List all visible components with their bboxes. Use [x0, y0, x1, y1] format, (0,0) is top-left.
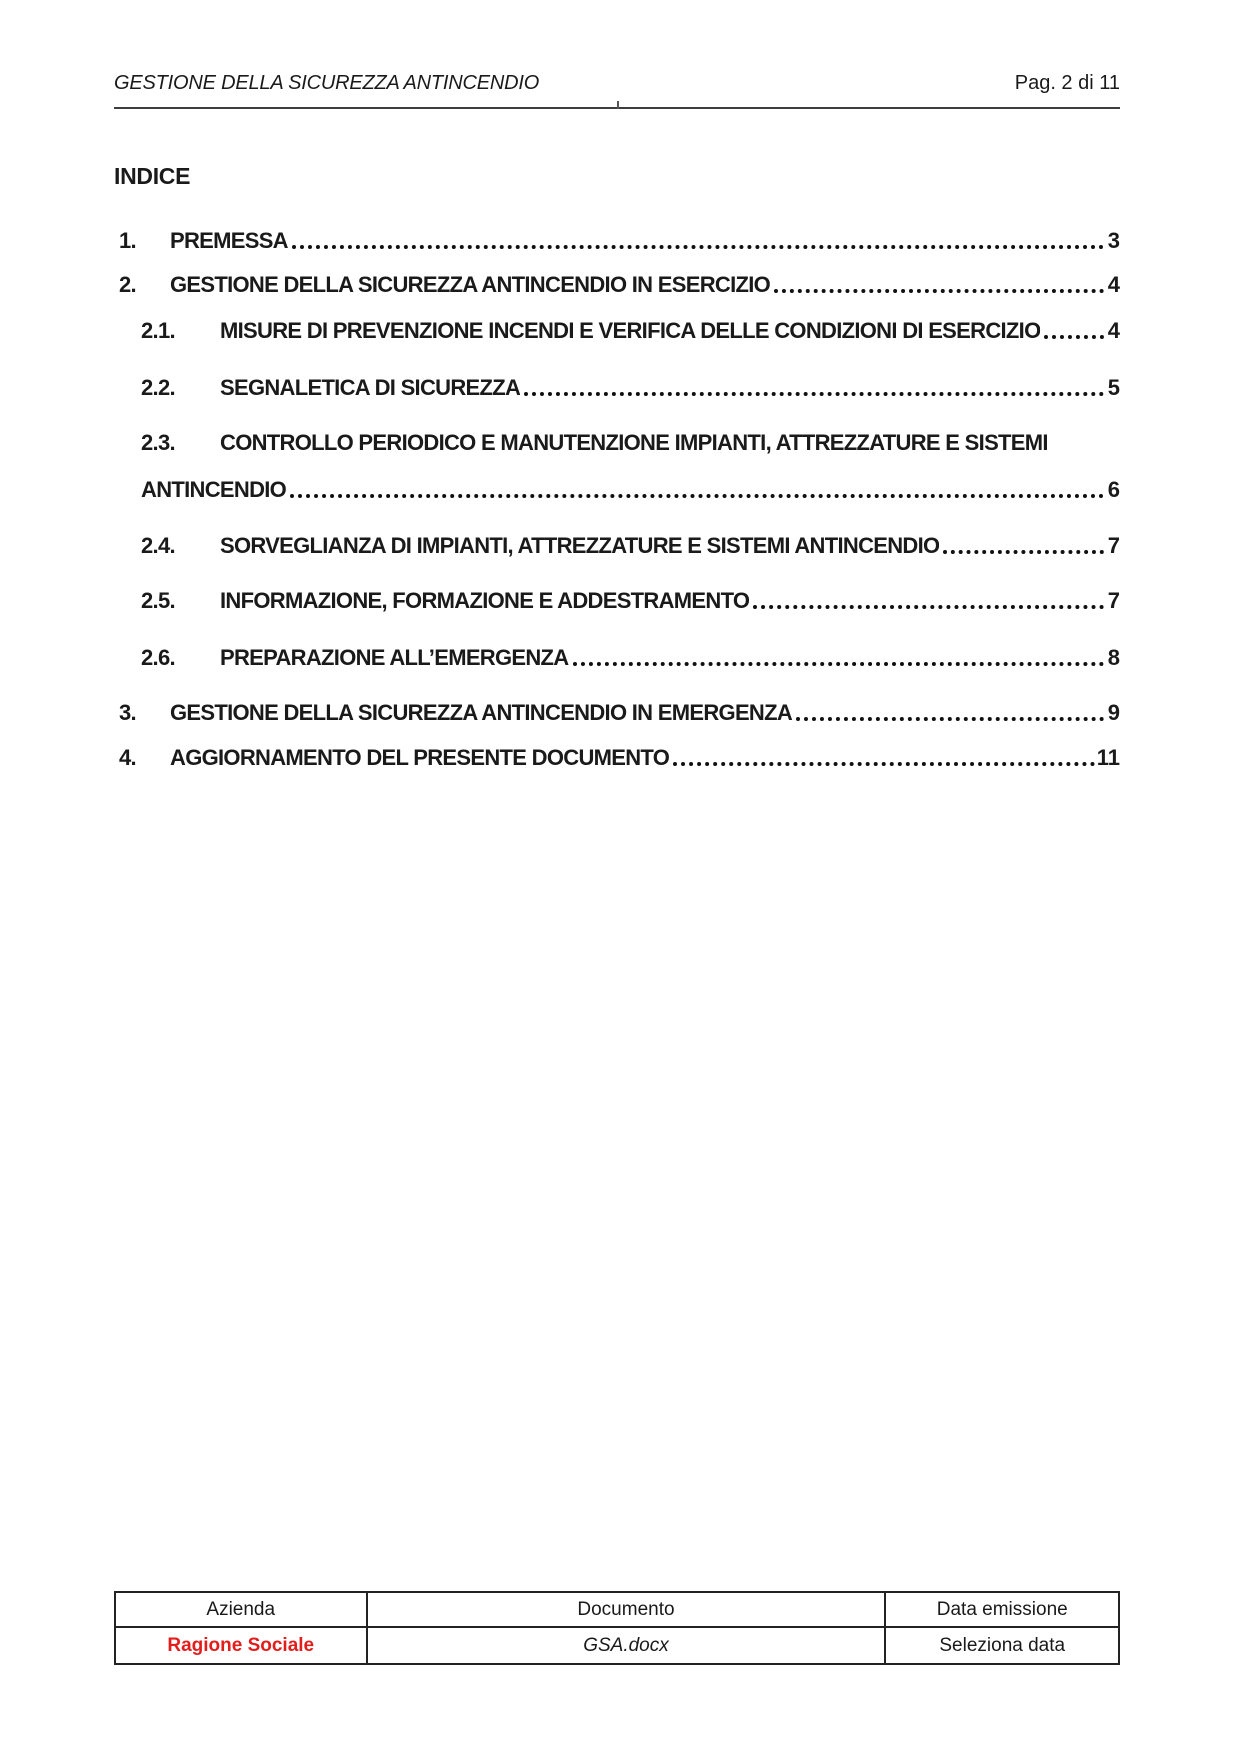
toc-entry-page: 11	[1096, 745, 1120, 770]
toc-entry-text: GESTIONE DELLA SICUREZZA ANTINCENDIO IN EMERGENZA	[170, 700, 793, 725]
toc-entry-page: 4	[1107, 318, 1120, 343]
toc-entry-text: PREPARAZIONE ALL’EMERGENZA	[220, 645, 569, 670]
toc-entry[interactable]	[114, 700, 1120, 726]
date-picker-placeholder[interactable]: Seleziona data	[885, 1627, 1119, 1664]
toc-entry-number: 1.	[119, 228, 136, 253]
dot-leader	[292, 245, 1104, 249]
toc-entry-number: 2.6.	[141, 645, 175, 670]
toc-entry[interactable]	[114, 430, 1120, 456]
header-rule-tick	[617, 101, 619, 109]
table-of-contents	[114, 163, 1120, 771]
toc-entry-page: 7	[1107, 588, 1120, 613]
toc-entry-text: SORVEGLIANZA DI IMPIANTI, ATTREZZATURE E SISTEMI ANTINCENDIO	[220, 533, 940, 558]
toc-entry-number: 2.	[119, 272, 136, 297]
document-title: GESTIONE DELLA SICUREZZA ANTINCENDIO	[114, 72, 540, 94]
toc-entry[interactable]	[114, 588, 1120, 614]
toc-title: INDICE	[114, 163, 191, 189]
toc-entry-number: 3.	[119, 700, 136, 725]
toc-entry[interactable]	[114, 645, 1120, 671]
dot-leader	[290, 494, 1104, 498]
toc-entry-number: 2.4.	[141, 533, 175, 558]
page-header	[114, 72, 1120, 109]
toc-entry-text: ANTINCENDIO	[141, 477, 287, 502]
footer-header-row	[115, 1592, 1119, 1627]
toc-entry-number: 2.1.	[141, 318, 175, 343]
dot-leader	[524, 392, 1104, 396]
page-number-label: Pag. 2 di 11	[1014, 72, 1120, 94]
toc-entry-text: SEGNALETICA DI SICUREZZA	[220, 375, 521, 400]
footer-header-azienda: Azienda	[115, 1592, 367, 1627]
toc-entry-text: INFORMAZIONE, FORMAZIONE E ADDESTRAMENTO	[220, 588, 750, 613]
toc-entry-number: 2.3.	[141, 430, 175, 455]
dot-leader	[1044, 335, 1104, 339]
footer-header-documento: Documento	[367, 1592, 886, 1627]
dot-leader	[774, 289, 1104, 293]
toc-entry[interactable]	[114, 375, 1120, 401]
toc-entry[interactable]	[114, 228, 1120, 254]
dot-leader	[753, 605, 1104, 609]
dot-leader	[573, 662, 1105, 666]
toc-entry-text: CONTROLLO PERIODICO E MANUTENZIONE IMPIANTI, ATTREZZATURE E SISTEMI	[220, 430, 1048, 455]
toc-entry-text: GESTIONE DELLA SICUREZZA ANTINCENDIO IN ESERCIZIO	[170, 272, 771, 297]
footer-table	[114, 1591, 1120, 1665]
toc-entry-page: 6	[1107, 477, 1120, 502]
toc-entry-number: 2.2.	[141, 375, 175, 400]
company-name-placeholder[interactable]: Ragione Sociale	[115, 1627, 367, 1664]
toc-entry-page: 5	[1107, 375, 1120, 400]
toc-entry[interactable]	[114, 745, 1120, 771]
toc-entry[interactable]	[114, 533, 1120, 559]
dot-leader	[796, 717, 1104, 721]
dot-leader	[943, 550, 1104, 554]
toc-entry-text: PREMESSA	[170, 228, 288, 253]
toc-entry[interactable]	[114, 477, 1120, 503]
toc-entry[interactable]	[114, 318, 1120, 344]
footer-header-data-emissione: Data emissione	[885, 1592, 1119, 1627]
footer-value-row	[115, 1627, 1119, 1664]
toc-entry-page: 8	[1107, 645, 1120, 670]
toc-entry-page: 9	[1107, 700, 1120, 725]
document-filename: GSA.docx	[367, 1627, 886, 1664]
dot-leader	[673, 762, 1095, 766]
toc-entry-page: 4	[1107, 272, 1120, 297]
toc-entry-text: MISURE DI PREVENZIONE INCENDI E VERIFICA DELLE CONDIZIONI DI ESERCIZIO	[220, 318, 1041, 343]
toc-entry-page: 3	[1107, 228, 1120, 253]
toc-entry-number: 2.5.	[141, 588, 175, 613]
toc-entry-page: 7	[1107, 533, 1120, 558]
toc-entry-text: AGGIORNAMENTO DEL PRESENTE DOCUMENTO	[170, 745, 670, 770]
toc-entry[interactable]	[114, 272, 1120, 298]
toc-entries	[114, 228, 1120, 771]
toc-entry-number: 4.	[119, 745, 136, 770]
